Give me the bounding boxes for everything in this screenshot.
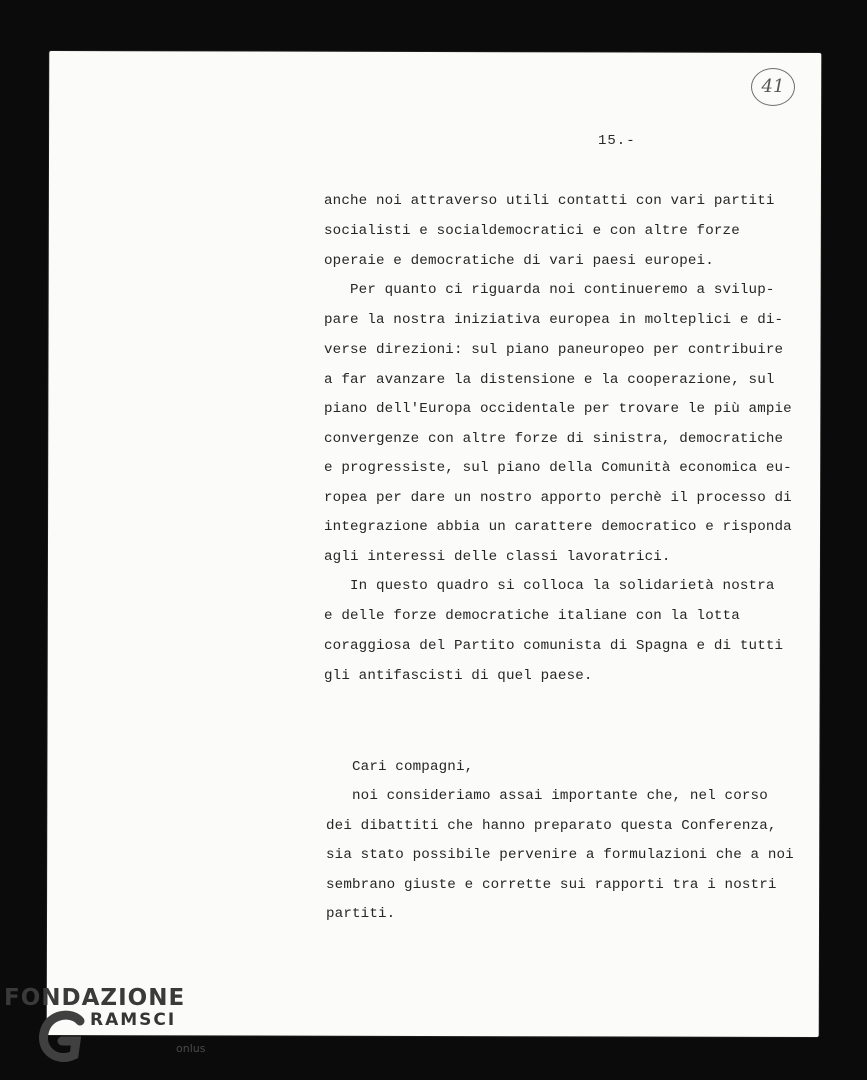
text-line: sembrano giuste e corrette sui rapporti tra i nostri [326,877,777,893]
text-line: e progressiste, sul piano della Comunità economica eu- [324,460,792,476]
text-line: a far avanzare la distensione e la cooperazione, sul [324,372,775,388]
text-line: piano dell'Europa occidentale per trovare le più ampie [324,401,792,417]
text-line: anche noi attraverso utili contatti con vari partiti [324,193,775,209]
fondazione-gramsci-watermark [4,985,219,1077]
text-line: coraggiosa del Partito comunista di Spagna e di tutti [324,638,784,654]
text-line: integrazione abbia un carattere democratico e risponda [324,519,792,535]
text-line: convergenze con altre forze di sinistra, democratiche [324,431,784,447]
text-line: Cari compagni, [326,759,474,775]
text-line: In questo quadro si colloca la solidarietà nostra [324,578,775,594]
watermark-suffix: onlus [176,1042,206,1055]
text-line: partiti. [326,906,396,922]
text-line: ropea per dare un nostro apporto perchè il processo di [324,490,792,506]
archive-number-stamp: 41 [751,68,795,106]
text-line: socialisti e socialdemocratici e con altre forze [324,223,740,239]
text-line: operaie e democratiche di vari paesi europei. [324,253,714,269]
text-line: Per quanto ci riguarda noi continueremo a svilup- [324,282,775,298]
text-line: noi consideriamo assai importante che, nel corso [326,788,768,804]
text-line: agli interessi delle classi lavoratrici. [324,549,671,565]
watermark-line1: FONDAZIONE [4,985,186,1011]
page-number: 15.- [598,133,636,149]
text-line: dei dibattiti che hanno preparato questa Conferenza, [326,818,777,834]
text-line: pare la nostra iniziativa europea in molteplici e di- [324,312,784,328]
g-logo-icon [32,1003,92,1073]
text-line: e delle forze democratiche italiane con la lotta [324,608,740,624]
watermark-line2: RAMSCI [90,1010,177,1030]
text-line: verse direzioni: sul piano paneuropeo per contribuire [324,342,784,358]
text-line: gli antifascisti di quel paese. [324,668,593,684]
text-line: sia stato possibile pervenire a formulazioni che a noi [326,847,794,863]
